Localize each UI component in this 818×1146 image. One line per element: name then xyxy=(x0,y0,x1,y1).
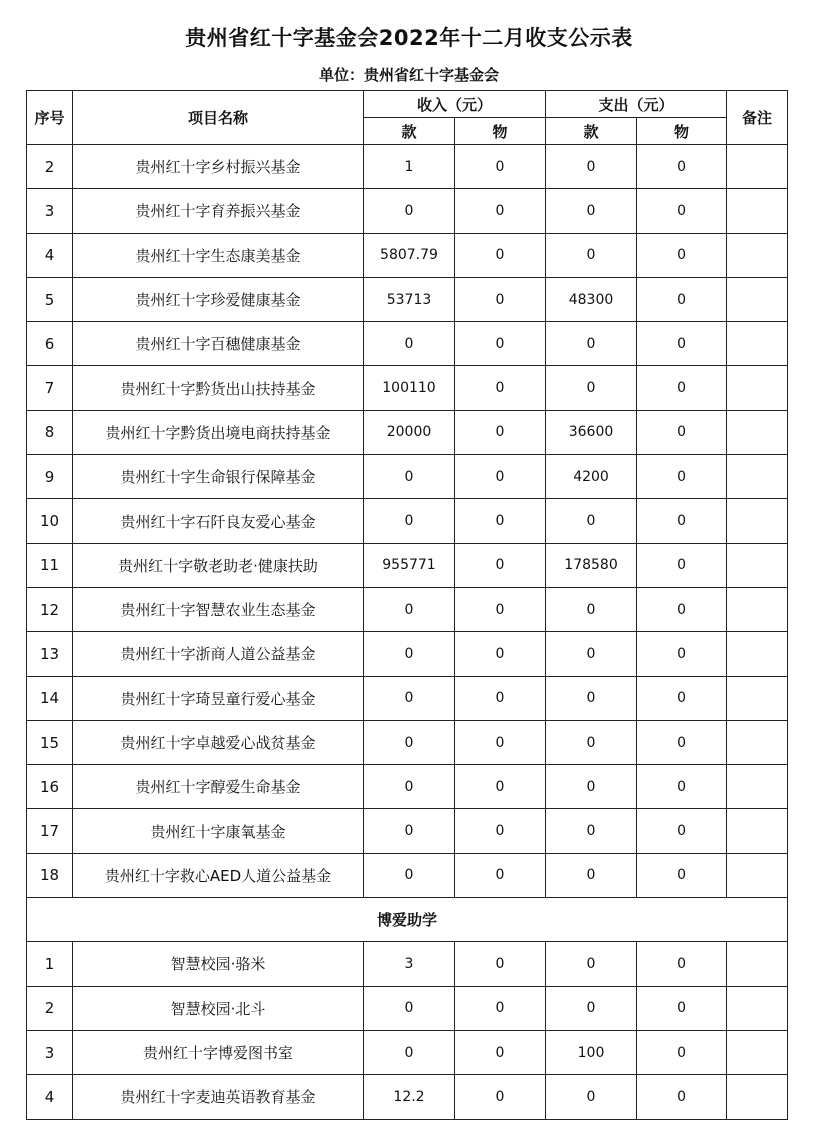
cell-expense-goods: 0 xyxy=(637,1075,727,1119)
cell-seq: 13 xyxy=(27,632,73,676)
cell-income-cash: 0 xyxy=(364,676,455,720)
cell-income-cash: 5807.79 xyxy=(364,233,455,277)
cell-seq: 15 xyxy=(27,720,73,764)
cell-income-cash: 1 xyxy=(364,145,455,189)
table-row xyxy=(27,277,788,321)
table-row xyxy=(27,942,788,986)
cell-remark xyxy=(727,765,788,809)
cell-income-goods: 0 xyxy=(455,1075,546,1119)
cell-remark xyxy=(727,809,788,853)
unit-label: 单位：贵州省红十字基金会 xyxy=(318,66,499,84)
cell-seq: 7 xyxy=(27,366,73,410)
cell-expense-goods: 0 xyxy=(637,942,727,986)
cell-expense-cash: 0 xyxy=(546,676,637,720)
cell-income-goods: 0 xyxy=(455,632,546,676)
cell-expense-goods: 0 xyxy=(637,853,727,897)
cell-income-goods: 0 xyxy=(455,322,546,366)
page-title: 贵州省红十字基金会2022年十二月收支公示表 xyxy=(185,26,633,50)
cell-seq: 9 xyxy=(27,455,73,499)
cell-income-goods: 0 xyxy=(455,720,546,764)
cell-income-cash: 0 xyxy=(364,809,455,853)
cell-name: 贵州红十字石阡良友爱心基金 xyxy=(73,499,364,543)
cell-expense-cash: 0 xyxy=(546,189,637,233)
cell-income-goods: 0 xyxy=(455,765,546,809)
table-row xyxy=(27,632,788,676)
finance-table xyxy=(26,90,788,1120)
cell-expense-cash: 0 xyxy=(546,1075,637,1119)
cell-seq: 17 xyxy=(27,809,73,853)
cell-seq: 8 xyxy=(27,410,73,454)
cell-expense-goods: 0 xyxy=(637,145,727,189)
cell-income-cash: 0 xyxy=(364,1030,455,1074)
cell-seq: 12 xyxy=(27,587,73,631)
cell-income-goods: 0 xyxy=(455,410,546,454)
cell-expense-goods: 0 xyxy=(637,765,727,809)
cell-expense-cash: 36600 xyxy=(546,410,637,454)
cell-income-cash: 0 xyxy=(364,853,455,897)
cell-expense-goods: 0 xyxy=(637,1030,727,1074)
cell-expense-cash: 4200 xyxy=(546,455,637,499)
cell-name: 贵州红十字卓越爱心战贫基金 xyxy=(73,720,364,764)
header-remark: 备注 xyxy=(727,91,788,145)
table-row xyxy=(27,809,788,853)
cell-expense-cash: 0 xyxy=(546,853,637,897)
cell-expense-cash: 0 xyxy=(546,145,637,189)
cell-remark xyxy=(727,942,788,986)
cell-expense-cash: 0 xyxy=(546,942,637,986)
cell-seq: 2 xyxy=(27,145,73,189)
cell-income-goods: 0 xyxy=(455,145,546,189)
cell-income-goods: 0 xyxy=(455,543,546,587)
cell-name: 贵州红十字康氧基金 xyxy=(73,809,364,853)
cell-remark xyxy=(727,587,788,631)
cell-income-goods: 0 xyxy=(455,366,546,410)
cell-expense-cash: 0 xyxy=(546,809,637,853)
cell-expense-goods: 0 xyxy=(637,322,727,366)
cell-name: 贵州红十字乡村振兴基金 xyxy=(73,145,364,189)
table-row xyxy=(27,455,788,499)
cell-income-goods: 0 xyxy=(455,809,546,853)
table-row xyxy=(27,322,788,366)
cell-expense-cash: 0 xyxy=(546,986,637,1030)
cell-expense-cash: 0 xyxy=(546,322,637,366)
table-row xyxy=(27,410,788,454)
cell-remark xyxy=(727,410,788,454)
cell-expense-cash: 0 xyxy=(546,632,637,676)
header-expense: 支出（元） xyxy=(546,91,727,118)
cell-name: 贵州红十字生态康美基金 xyxy=(73,233,364,277)
cell-expense-cash: 100 xyxy=(546,1030,637,1074)
header-income-cash: 款 xyxy=(364,118,455,145)
cell-name: 贵州红十字博爱图书室 xyxy=(73,1030,364,1074)
cell-seq: 14 xyxy=(27,676,73,720)
section-row xyxy=(27,898,788,942)
table-row xyxy=(27,366,788,410)
cell-expense-goods: 0 xyxy=(637,587,727,631)
cell-expense-goods: 0 xyxy=(637,499,727,543)
cell-seq: 6 xyxy=(27,322,73,366)
cell-seq: 16 xyxy=(27,765,73,809)
table-row xyxy=(27,720,788,764)
table-row xyxy=(27,853,788,897)
cell-income-cash: 0 xyxy=(364,499,455,543)
cell-income-cash: 0 xyxy=(364,322,455,366)
cell-expense-goods: 0 xyxy=(637,809,727,853)
cell-name: 贵州红十字育养振兴基金 xyxy=(73,189,364,233)
cell-name: 智慧校园·骆米 xyxy=(73,942,364,986)
cell-name: 贵州红十字生命银行保障基金 xyxy=(73,455,364,499)
cell-seq: 5 xyxy=(27,277,73,321)
cell-name: 智慧校园·北斗 xyxy=(73,986,364,1030)
cell-income-cash: 955771 xyxy=(364,543,455,587)
cell-remark xyxy=(727,277,788,321)
cell-remark xyxy=(727,145,788,189)
cell-seq: 18 xyxy=(27,853,73,897)
cell-income-cash: 0 xyxy=(364,632,455,676)
cell-income-goods: 0 xyxy=(455,587,546,631)
cell-income-cash: 0 xyxy=(364,455,455,499)
cell-seq: 3 xyxy=(27,189,73,233)
cell-name: 贵州红十字珍爱健康基金 xyxy=(73,277,364,321)
cell-name: 贵州红十字黔货出山扶持基金 xyxy=(73,366,364,410)
cell-name: 贵州红十字醇爱生命基金 xyxy=(73,765,364,809)
header-expense-goods: 物 xyxy=(637,118,727,145)
header-expense-cash: 款 xyxy=(546,118,637,145)
table-row xyxy=(27,1075,788,1119)
table-row xyxy=(27,587,788,631)
cell-income-cash: 0 xyxy=(364,189,455,233)
cell-expense-cash: 0 xyxy=(546,366,637,410)
cell-income-cash: 12.2 xyxy=(364,1075,455,1119)
cell-income-goods: 0 xyxy=(455,853,546,897)
cell-expense-goods: 0 xyxy=(637,189,727,233)
cell-expense-cash: 0 xyxy=(546,587,637,631)
cell-expense-goods: 0 xyxy=(637,720,727,764)
cell-expense-goods: 0 xyxy=(637,632,727,676)
cell-remark xyxy=(727,986,788,1030)
cell-remark xyxy=(727,676,788,720)
cell-remark xyxy=(727,1030,788,1074)
cell-income-goods: 0 xyxy=(455,499,546,543)
cell-income-goods: 0 xyxy=(455,676,546,720)
cell-seq: 4 xyxy=(27,233,73,277)
cell-name: 贵州红十字救心AED人道公益基金 xyxy=(73,853,364,897)
cell-expense-goods: 0 xyxy=(637,233,727,277)
cell-name: 贵州红十字敬老助老·健康扶助 xyxy=(73,543,364,587)
cell-expense-goods: 0 xyxy=(637,277,727,321)
header-name: 项目名称 xyxy=(73,91,364,145)
cell-expense-goods: 0 xyxy=(637,455,727,499)
cell-income-cash: 20000 xyxy=(364,410,455,454)
cell-income-cash: 0 xyxy=(364,587,455,631)
cell-seq: 4 xyxy=(27,1075,73,1119)
header-seq: 序号 xyxy=(27,91,73,145)
cell-income-goods: 0 xyxy=(455,189,546,233)
cell-expense-cash: 48300 xyxy=(546,277,637,321)
cell-remark xyxy=(727,499,788,543)
table-row xyxy=(27,986,788,1030)
table-row xyxy=(27,543,788,587)
table-row xyxy=(27,145,788,189)
table-row xyxy=(27,765,788,809)
cell-expense-goods: 0 xyxy=(637,366,727,410)
table-row xyxy=(27,1030,788,1074)
table-row xyxy=(27,233,788,277)
cell-name: 贵州红十字麦迪英语教育基金 xyxy=(73,1075,364,1119)
cell-name: 贵州红十字智慧农业生态基金 xyxy=(73,587,364,631)
cell-income-goods: 0 xyxy=(455,233,546,277)
cell-expense-cash: 0 xyxy=(546,765,637,809)
header-income-goods: 物 xyxy=(455,118,546,145)
cell-expense-goods: 0 xyxy=(637,410,727,454)
cell-remark xyxy=(727,1075,788,1119)
cell-income-goods: 0 xyxy=(455,986,546,1030)
table-body xyxy=(27,145,788,1120)
cell-seq: 3 xyxy=(27,1030,73,1074)
cell-name: 贵州红十字黔货出境电商扶持基金 xyxy=(73,410,364,454)
cell-expense-cash: 0 xyxy=(546,720,637,764)
table-row xyxy=(27,676,788,720)
cell-remark xyxy=(727,720,788,764)
cell-remark xyxy=(727,189,788,233)
cell-name: 贵州红十字琦昱童行爱心基金 xyxy=(73,676,364,720)
table-row xyxy=(27,189,788,233)
cell-expense-cash: 0 xyxy=(546,233,637,277)
cell-remark xyxy=(727,632,788,676)
table-row xyxy=(27,499,788,543)
cell-income-cash: 53713 xyxy=(364,277,455,321)
cell-income-cash: 100110 xyxy=(364,366,455,410)
cell-income-goods: 0 xyxy=(455,942,546,986)
cell-income-goods: 0 xyxy=(455,455,546,499)
header-income: 收入（元） xyxy=(364,91,546,118)
cell-name: 贵州红十字百穗健康基金 xyxy=(73,322,364,366)
section-title: 博爱助学 xyxy=(27,898,788,942)
cell-remark xyxy=(727,366,788,410)
cell-name: 贵州红十字浙商人道公益基金 xyxy=(73,632,364,676)
cell-income-goods: 0 xyxy=(455,277,546,321)
cell-expense-cash: 0 xyxy=(546,499,637,543)
cell-seq: 2 xyxy=(27,986,73,1030)
cell-remark xyxy=(727,322,788,366)
cell-seq: 1 xyxy=(27,942,73,986)
cell-income-cash: 0 xyxy=(364,765,455,809)
cell-income-goods: 0 xyxy=(455,1030,546,1074)
cell-remark xyxy=(727,233,788,277)
cell-seq: 11 xyxy=(27,543,73,587)
cell-remark xyxy=(727,853,788,897)
cell-income-cash: 0 xyxy=(364,720,455,764)
cell-income-cash: 0 xyxy=(364,986,455,1030)
cell-expense-goods: 0 xyxy=(637,543,727,587)
cell-expense-goods: 0 xyxy=(637,986,727,1030)
cell-remark xyxy=(727,543,788,587)
cell-remark xyxy=(727,455,788,499)
cell-expense-goods: 0 xyxy=(637,676,727,720)
cell-expense-cash: 178580 xyxy=(546,543,637,587)
cell-income-cash: 3 xyxy=(364,942,455,986)
cell-seq: 10 xyxy=(27,499,73,543)
